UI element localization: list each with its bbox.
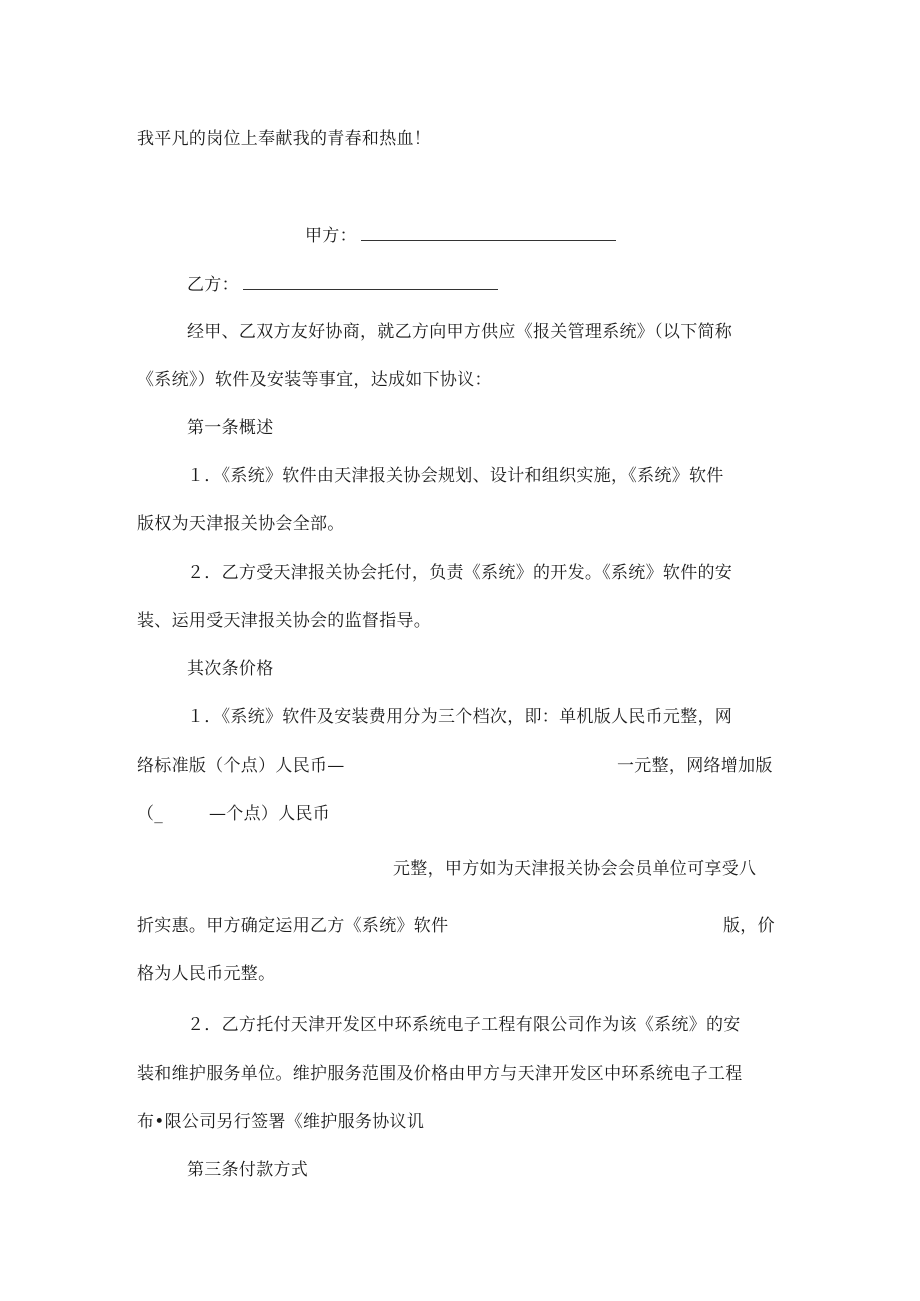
party-a-line (305, 223, 616, 248)
article2-item1-line4: 元整，甲方如为天津报关协会会员单位可享受八 (393, 859, 757, 879)
article2-item1-line3-left: （_ (137, 804, 164, 824)
article2-item2-line3: 布•限公司另行签署《维护服务协议讥 (137, 1112, 425, 1132)
article2-title: 其次条价格 (187, 659, 274, 679)
article2-item1-line2-right: 一元整，网络增加版 (617, 756, 773, 776)
article2-item2-line2: 装和维护服务单位。维护服务范围及价格由甲方与天津开发区中环系统电子工程 (137, 1064, 743, 1084)
party-b-line (187, 272, 498, 297)
preamble-line-2: 《系统》）软件及安装等事宜，达成如下协议： (137, 370, 492, 390)
article2-item2-line1: ２．乙方托付天津开发区中环系统电子工程有限公司作为该《系统》的安 (187, 1015, 741, 1035)
party-a-blank (361, 223, 616, 241)
article2-item1-line6: 格为人民币元整。 (137, 964, 276, 984)
preamble-line-1: 经甲、乙双方友好协商，就乙方向甲方供应《报关管理系统》（以下简称 (187, 322, 733, 342)
article1-item2-line1: ２．乙方受天津报关协会托付，负责《系统》的开发。《系统》软件的安 (187, 563, 733, 583)
article2-item1-line5-right: 版，价 (723, 916, 775, 936)
intro-tail-line: 我平凡的岗位上奉献我的青春和热血！ (137, 129, 432, 149)
article1-item1-line1: １．《系统》软件由天津报关协会规划、设计和组织实施，《系统》软件 (187, 466, 724, 486)
article3-title: 第三条付款方式 (187, 1160, 309, 1180)
article2-item1-line1: １．《系统》软件及安装费用分为三个档次，即：单机版人民币元整，网 (187, 707, 733, 727)
article2-item1-line2-left: 络标准版（个点）人民币— (137, 756, 345, 776)
article1-item1-line2: 版权为天津报关协会全部。 (137, 514, 345, 534)
article1-item2-line2: 装、运用受天津报关协会的监督指导。 (137, 611, 432, 631)
party-b-label: 乙方： (187, 275, 239, 295)
party-b-blank (243, 272, 498, 290)
article2-item1-line3-right: —个点）人民币 (209, 804, 331, 824)
party-a-label: 甲方： (305, 226, 357, 246)
article1-title: 第一条概述 (187, 418, 274, 438)
article2-item1-line5-left: 折实惠。甲方确定运用乙方《系统》软件 (137, 916, 449, 936)
